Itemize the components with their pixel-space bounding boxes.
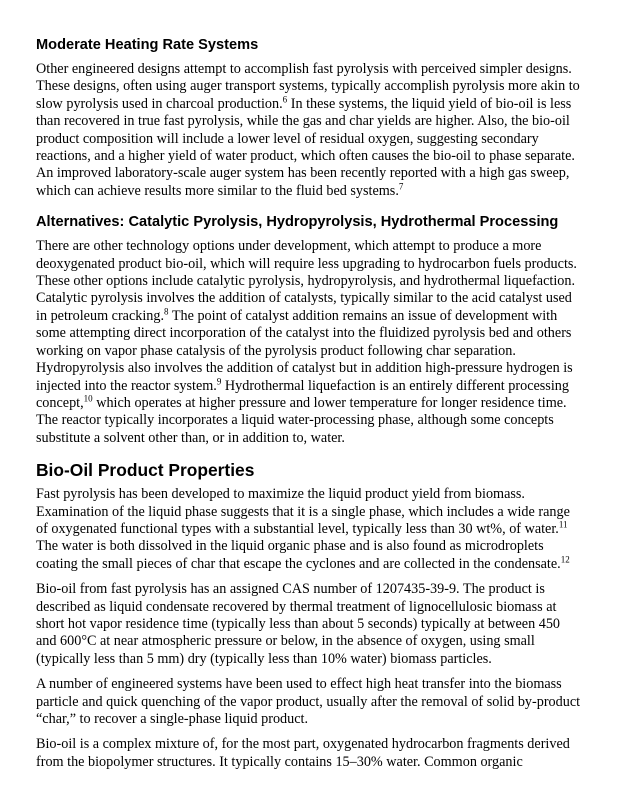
section-heading-alternatives: Alternatives: Catalytic Pyrolysis, Hydropyrolysis, Hydrothermal Processing: [36, 214, 559, 231]
text-run: Fast pyrolysis has been developed to maximize the liquid product yield from biomass. Examination of the liquid phase suggests that it is a single phase, which includes a wide range of oxygenated functional types with a substantial level, typically less than 30 wt%, of water.: [36, 486, 570, 537]
citation-superscript: 11: [558, 519, 568, 530]
citation-superscript: 8: [164, 306, 169, 317]
citation-superscript: 12: [560, 554, 570, 565]
section-heading-bio-oil-properties: Bio-Oil Product Properties: [36, 460, 255, 481]
paragraph: [36, 238, 584, 447]
section-heading-moderate-heating: Moderate Heating Rate Systems: [36, 37, 259, 53]
text-run: There are other technology options under development, which attempt to produce a more deoxygenated product bio-oil, which will require less upgrading to hydrocarbon fuels products. These other options include catalytic pyrolysis, hydropyrolysis, and hydrothermal liquefaction. Catalytic pyrolysis involves the addition of catalysts, typically similar to the acid catalyst used in petroleum cracking.: [36, 238, 577, 324]
text-run: The water is both dissolved in the liquid organic phase and is also found as microdroplets coating the small pieces of char that escape the cyclones and are collected in the condensate.: [36, 538, 561, 572]
text-run: which operates at higher pressure and lower temperature for longer residence time. The reactor typically incorporates a liquid water-processing phase, although some concepts substitute a solvent other than, or in addition to, water.: [36, 394, 567, 446]
text-run: Bio-oil is a complex mixture of, for the most part, oxygenated hydrocarbon fragments derived from the biopolymer structures. It typically contains 15–30% water. Common organic: [36, 736, 570, 770]
text-run: Bio-oil from fast pyrolysis has an assigned CAS number of 1207435-39-9. The product is described as liquid condensate recovered by thermal treatment of lignocellulosic biomass at short hot vapor residence time (typically less than about 5 seconds) typically at between 450 and 600°C at near atmospheric pressure or below, in the absence of oxygen, using small (typically less than 5 mm) dry (typically less than 10% water) biomass particles.: [36, 581, 561, 667]
text-run: Hydrothermal liquefaction is an entirely different processing concept,: [36, 377, 569, 411]
document-page: [36, 36, 584, 779]
citation-superscript: 6: [282, 94, 288, 105]
citation-superscript: 10: [83, 393, 93, 404]
paragraph: [36, 486, 584, 573]
citation-superscript: 9: [216, 375, 222, 386]
paragraph: [36, 736, 584, 771]
citation-superscript: 7: [398, 181, 404, 192]
paragraph: [36, 676, 584, 728]
paragraph: [36, 581, 584, 668]
text-run: In these systems, the liquid yield of bio-oil is less than recovered in true fast pyrolysis, while the gas and char yields are higher. Also, the bio-oil product composition will include a lower level of residual oxygen, suggesting secondary reactions, and a higher yield of water product, which often causes the bio-oil to phase separate. An improved laboratory-scale auger system has been recently reported with a high gas sweep, which can achieve results more similar to the fluid bed systems.: [36, 95, 575, 199]
text-run: A number of engineered systems have been used to effect high heat transfer into the biomass particle and quick quenching of the vapor product, usually after the removal of solid by-product “char,” to recover a single-phase liquid product.: [36, 676, 581, 727]
text-run: The point of catalyst addition remains an issue of development with some attempting direct incorporation of the catalyst into the fluidized pyrolysis bed and others working on vapor phase catalysis of the pyrolysis product following char separation. Hydropyrolysis also involves the addition of catalyst but in addition high-pressure hydrogen is injected into the reactor system.: [36, 307, 573, 394]
text-run: Other engineered designs attempt to accomplish fast pyrolysis with perceived simpler designs. These designs, often using auger transport systems, typically accomplish pyrolysis more akin to slow pyrolysis used in charcoal production.: [36, 61, 580, 112]
paragraph: [36, 61, 584, 200]
